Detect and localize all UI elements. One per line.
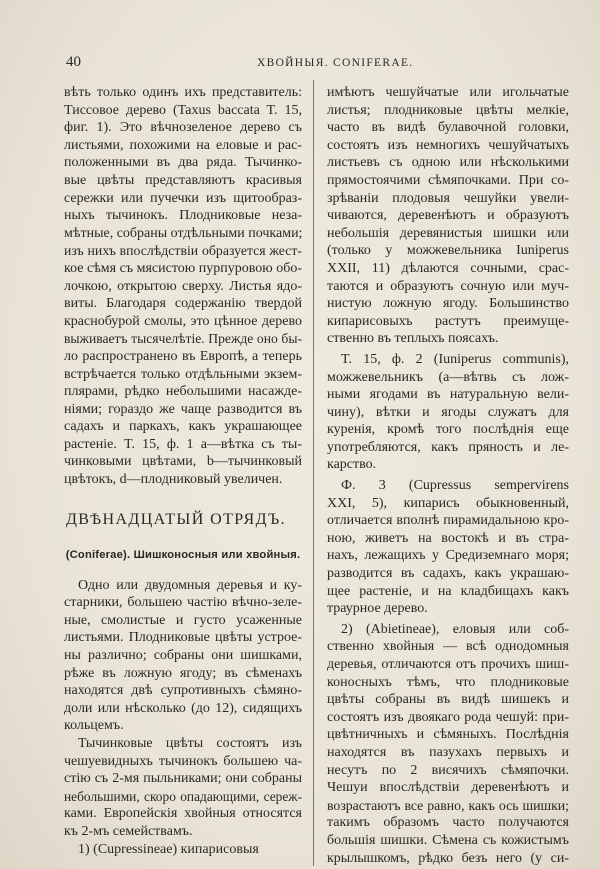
text-line: лочкою, открытою сверху. Листья ядо- [64,278,302,294]
page-number: 40 [66,54,81,70]
text-line: употребляются, какъ пряность и ле- [327,439,569,455]
text-line: кое сѣмя съ мясистою пурпуровою обо- [64,260,302,276]
text-line: цвѣтокъ, d—плодниковый увеличен. [64,472,283,488]
text-line: Ф. 3 (Cupressus sempervirens [341,478,569,494]
text-line: къ 2-мъ семействамъ. [64,823,193,839]
text-line: щее растеніе, и на кладбищахъ какъ [327,583,569,599]
cupressineae-intro-paragraph [64,841,302,859]
text-line: листьевъ съ одною или нѣсколькими [327,155,569,171]
text-line: положенными въ два ряда. Тычинко- [64,155,302,171]
text-line: выживаетъ тысячелѣтіе. Прежде оно бы- [64,331,302,347]
text-line: находятся двѣ супротивныхъ сѣмяно- [64,683,302,699]
text-line: куренія, кромѣ того послѣднія еще [327,422,569,438]
text-line: ные, смолистые и густо усаженные [64,612,302,628]
text-line: кипарисовыхъ растутъ преимуще- [327,313,569,329]
text-line: Тычинковые цвѣты состоятъ изъ [78,736,302,751]
text-line: ныхъ тычинокъ. Плодниковые неза- [64,208,302,224]
text-line: ны различно; собраны они шишками, [64,648,302,664]
text-line: чешуевидныхъ тычинокъ большею ча- [64,753,302,769]
text-line: доли или нѣсколько (до 12), сидящихъ [64,700,302,716]
running-title: ХВОЙНЫЯ. CONIFERAE. [257,57,414,69]
text-line: XXII, 11) дѣлаются сочными, срас- [327,260,569,276]
text-line: изъ нихъ впослѣдствіи образуется жест- [64,243,302,259]
order-description-paragraph [64,577,302,735]
text-line: коносныхъ тѣмъ, что плодниковые [327,674,569,690]
text-line: ственно хвойныя — всѣ однодомныя [327,639,569,655]
column-divider [313,80,314,866]
order-heading: ДВѢНАДЦАТЫЙ ОТРЯДЪ. [65,510,287,528]
order-subtitle: (Coniferae). Шишконосныя или хвойныя. [65,548,301,561]
text-line: цвѣтничныхъ и сѣмяныхъ. Послѣднія [327,727,569,743]
text-line: несутъ по 2 висячихъ сѣмяпочки. [327,762,569,778]
text-line: T. 15, ф. 2 (Iuniperus communis), [341,351,569,367]
text-line: зрѣваніи плодовыя чешуйки увели- [327,190,569,206]
text-line: небольшими, скоро опадающими, сереж- [64,788,302,804]
text-line: старники, большею частію вѣчно-зеле- [64,595,302,611]
text-line: 2) (Abietineae), еловыя или соб- [341,621,569,637]
text-line: чину), вѣтки и ягоды служатъ для [327,404,569,420]
text-line: Одно или двудомныя деревья и ку- [78,577,302,593]
text-line: ками. Европейскія хвойныя относятся [64,806,302,822]
text-line: нахъ, лежащихъ у Средиземнаго моря; [327,548,569,564]
taxus-paragraph [64,84,302,489]
text-line: чиваются, деревенѣютъ и образуютъ [327,208,569,224]
text-line: кольцемъ. [64,718,124,734]
stamen-flowers-paragraph [64,735,302,841]
text-line: такимъ образомъ часто получаются [327,815,569,831]
text-line: деревья, отличаются отъ прочихъ шиш- [327,657,569,672]
text-line: вѣть только одинъ ихъ представитель: [64,85,302,100]
text-line: XXI, 5), кипарисъ обыкновенный, [327,495,569,511]
text-line: (только у можжевельника Iuniperus [327,243,569,259]
text-line: стію съ 2-мя пыльниками; они собраны [64,771,302,787]
text-line: траурное дерево. [327,601,428,617]
text-line: карство. [327,457,377,473]
text-line: возрастаютъ все равно, какъ ось шишки; [327,797,569,813]
abietineae-paragraph [327,621,569,867]
text-line: таются и образуютъ сочную или муч- [327,278,569,294]
text-line: ною, живетъ на востокѣ и въ стра- [327,530,569,546]
text-line: состоятъ изъ двоякаго рода чешуй: при- [327,709,569,725]
text-line: ло распространено въ Европѣ, а теперь [64,348,302,364]
text-line: 1) (Cupressineae) кипарисовыя [78,841,259,857]
text-line: цвѣты собраны въ видѣ шишекъ и [327,692,569,708]
text-line: вые цвѣты представляютъ красивыя [64,172,302,188]
text-line: встрѣчается только отдѣльными экзем- [64,366,302,382]
text-line: листья; плодниковые цвѣты мелкіе, [327,102,569,118]
text-line: рѣже въ ложную ягоду; въ сѣменахъ [64,665,302,681]
text-line: состоятъ изъ немногихъ чешуйчатыхъ [327,137,569,153]
text-line: фиг. 1). Это вѣчнозеленое дерево съ [64,120,302,136]
text-line: Тиссовое дерево (Taxus baccata T. 15, [64,102,302,118]
cypress-paragraph [327,477,569,618]
text-line: краснобурой смолы, это цѣнное дерево [64,313,302,329]
juniper-paragraph [327,351,569,474]
text-line: плярами, рѣдко небольшими насажде- [64,384,302,400]
text-line: сережки или пучечки изъ щитообраз- [64,190,302,206]
text-line: чинковыми цвѣтами, b—тычинковый [64,454,302,470]
text-line: Чешуи впослѣдствіи деревенѣютъ и [327,780,569,796]
text-line: большія шишки. Сѣмена съ кожистымъ [327,832,569,848]
text-line: часто въ видѣ булавочной головки, [327,120,569,136]
text-line: можжевельникъ (а—вѣтвь съ лож- [327,369,569,385]
text-line: растеніе. T. 15, ф. 1 а—вѣтка съ ты- [64,436,302,452]
text-line: небольшія деревянистыя шишки или [327,225,569,241]
text-line: крылышкомъ, рѣдко безъ него (у си- [327,850,569,866]
text-line: находятся въ пазухахъ первыхъ и [327,744,569,760]
text-line: ственно въ теплыхъ поясахъ. [327,331,499,347]
text-line: имѣютъ чешуйчатые или игольчатые [327,85,569,100]
text-line: мѣтные, собраны отдѣльными почками; [64,225,303,241]
text-line: ными ягодами въ натуральную вели- [327,387,569,403]
cupressineae-paragraph [327,84,569,348]
text-line: листьями, похожими на еловые и рас- [64,137,302,153]
left-column [64,84,302,858]
text-line: садахъ и паркахъ, какъ украшающее [64,419,302,435]
text-line: разводится въ садахъ, какъ украшаю- [327,566,569,582]
text-line: листьями. Плодниковые цвѣты устрое- [64,630,302,646]
text-line: нистую ложную ягоду. Большинство [327,296,569,312]
text-line: ніями; гораздо же чаще разводится въ [64,401,302,417]
text-line: прямостоячими сѣмяпочками. При со- [327,172,569,188]
text-line: виты. Благодаря содержанію твердой [64,296,302,312]
text-line: отличается вполнѣ пирамидальною кро- [327,513,569,529]
right-column [327,84,569,867]
